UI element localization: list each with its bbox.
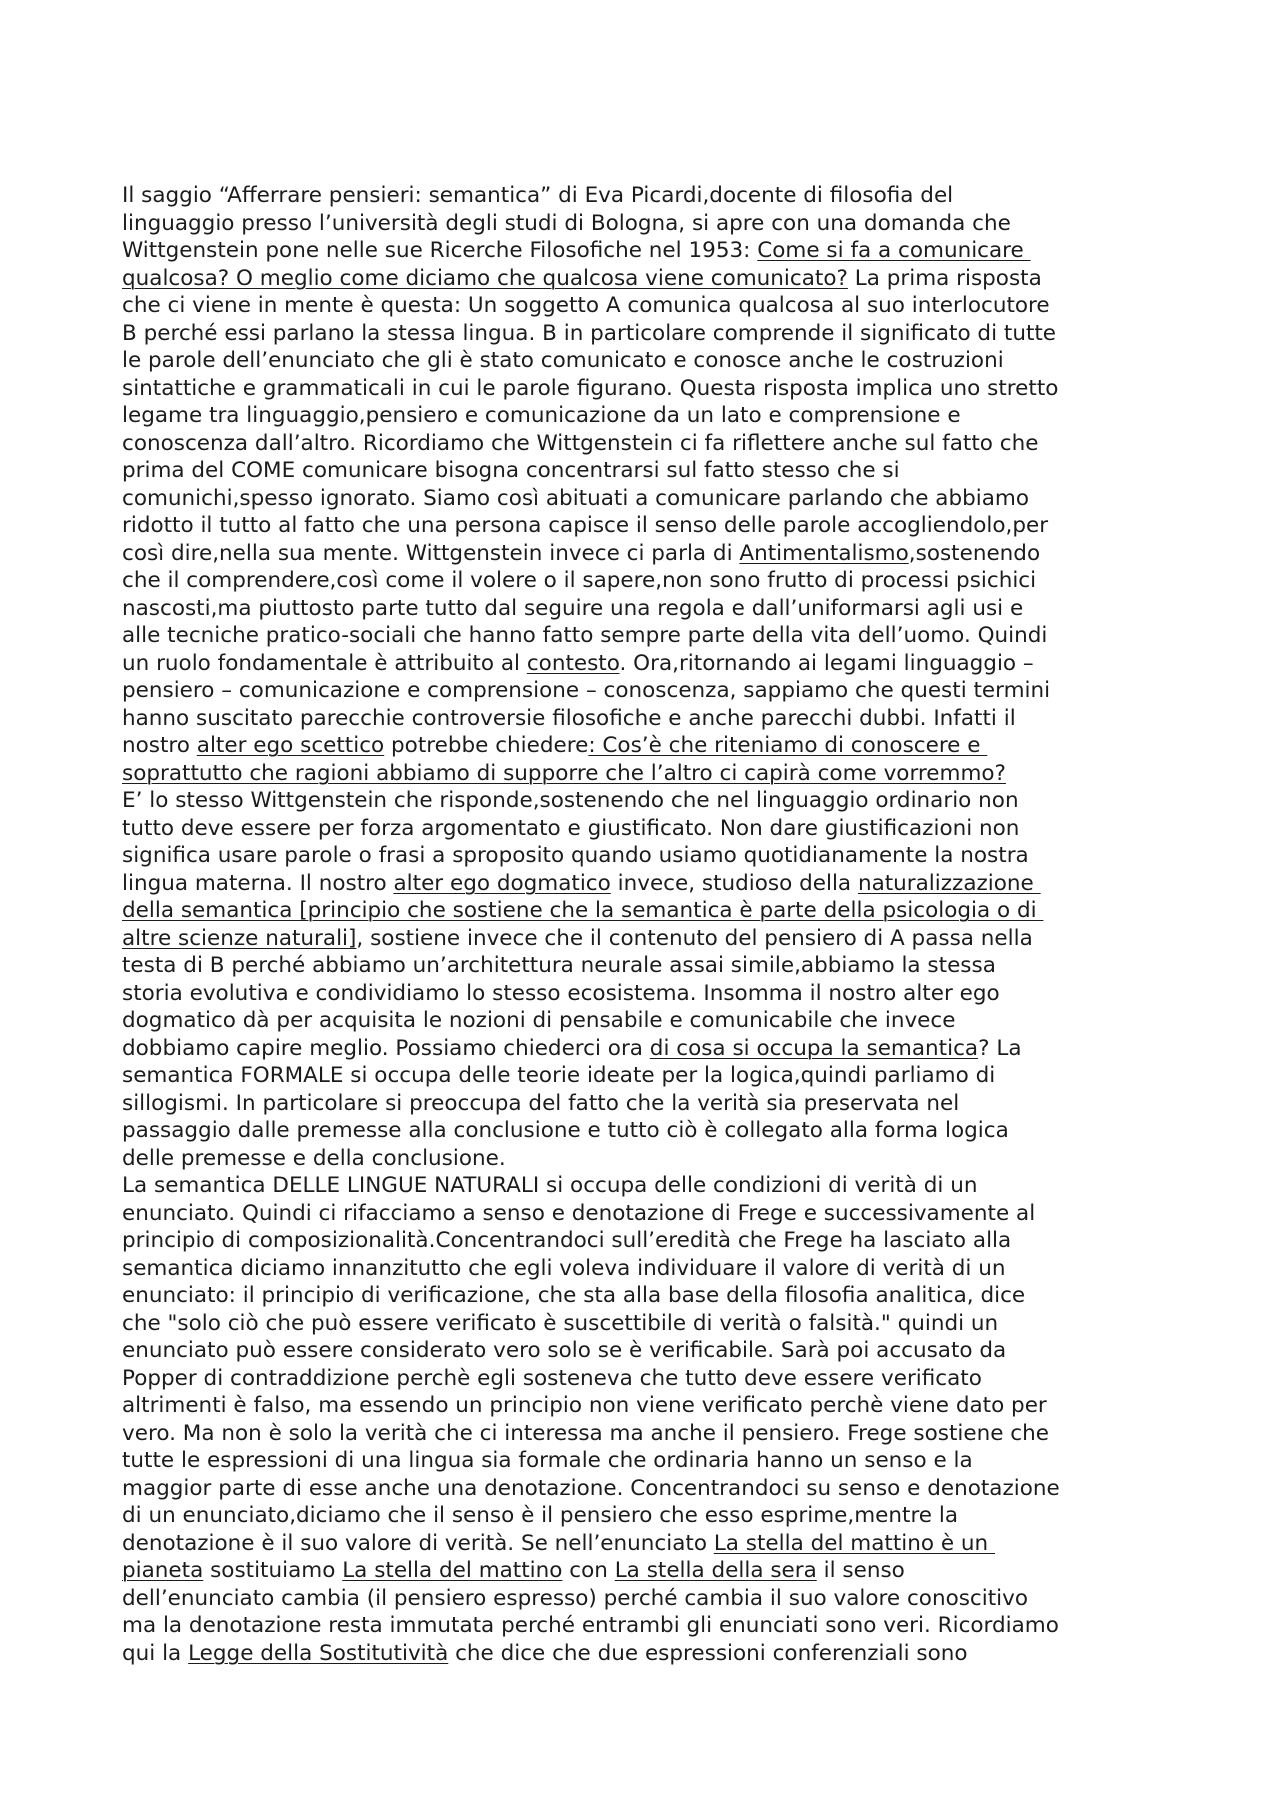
text-line: [122, 1145, 1182, 1173]
text-line: [122, 347, 1182, 375]
text-segment: sillogismi. In particolare si preoccupa del fatto che la verità sia preservata nel: [122, 1090, 960, 1116]
text-line: [122, 485, 1182, 513]
underlined-text: Legge della Sostitutività: [188, 1640, 449, 1666]
text-line: [122, 815, 1182, 843]
text-segment: vero. Ma non è solo la verità che ci interessa ma anche il pensiero. Frege sostiene che: [122, 1420, 1049, 1446]
text-segment: dogmatico dà per acquisita le nozioni di pensabile e comunicabile che invece: [122, 1008, 956, 1033]
text-segment: altrimenti è falso, ma essendo un principio non viene verificato perchè viene dato per: [122, 1393, 1047, 1418]
text-segment: enunciato. Quindi ci rifacciamo a senso e denotazione di Frege e successivamente al: [122, 1200, 1036, 1226]
underlined-text: soprattutto che ragioni abbiamo di supporre che l’altro ci capirà come vorremmo?: [122, 760, 1006, 786]
text-line: [122, 925, 1182, 953]
text-line: [122, 430, 1182, 458]
text-segment: enunciato può essere considerato vero solo se è verificabile. Sarà poi accusato da: [122, 1338, 1007, 1363]
text-line: [122, 1640, 1182, 1668]
text-line: [122, 1172, 1182, 1200]
text-line: [122, 402, 1182, 430]
text-segment: così dire,nella sua mente. Wittgenstein invece ci parla di: [122, 540, 740, 566]
text-segment: che il comprendere,così come il volere o il sapere,non sono frutto di processi psichici: [122, 568, 1037, 593]
underlined-text: di cosa si occupa la semantica: [649, 1035, 979, 1061]
underlined-text: contesto: [526, 650, 620, 676]
text-line: [122, 677, 1182, 705]
text-segment: significa usare parole o frasi a sproposito quando usiamo quotidianamente la nostra: [122, 843, 1029, 868]
text-segment: di un enunciato,diciamo che il senso è il pensiero che esso esprime,mentre la: [122, 1503, 959, 1528]
text-line: [122, 1337, 1182, 1365]
text-line: [122, 1447, 1182, 1475]
underlined-text: altre scienze naturali]: [122, 925, 357, 951]
text-segment: le parole dell’enunciato che gli è stato comunicato e conosce anche le costruzioni: [122, 348, 1004, 373]
text-segment: alle tecniche pratico-sociali che hanno fatto sempre parte della vita dell’uomo. Quindi: [122, 623, 1048, 648]
text-line: [122, 1502, 1182, 1530]
text-segment: Wittgenstein pone nelle sue Ricerche Filosofiche nel 1953:: [122, 238, 758, 263]
text-line: [122, 182, 1182, 210]
text-line: [122, 1612, 1182, 1640]
text-line: [122, 1310, 1182, 1338]
text-segment: nostro: [122, 733, 197, 758]
text-segment: semantica diciamo innanzitutto che egli voleva individuare il valore di verità di un: [122, 1255, 1006, 1281]
underlined-text: pianeta: [122, 1558, 204, 1583]
text-line: [122, 787, 1182, 815]
text-line: [122, 1420, 1182, 1448]
text-segment: maggior parte di esse anche una denotazione. Concentrandoci su senso e denotazione: [122, 1475, 1060, 1501]
text-segment: ridotto il tutto al fatto che una persona capisce il senso delle parole accogliendolo,per: [122, 513, 1049, 538]
text-segment: invece, studioso della: [610, 870, 858, 896]
text-line: [122, 1585, 1182, 1613]
text-line: [122, 980, 1182, 1008]
text-line: [122, 1365, 1182, 1393]
text-segment: che dice che due espressioni conferenziali sono: [448, 1640, 968, 1666]
text-segment: potrebbe chiedere: [384, 733, 589, 758]
text-segment: . Ora,ritornando ai legami linguaggio –: [619, 650, 1034, 676]
text-line: [122, 1200, 1182, 1228]
text-segment: E’ lo stesso Wittgenstein che risponde,sostenendo che nel linguaggio ordinario non: [122, 788, 1019, 813]
text-segment: La prima risposta: [847, 265, 1042, 291]
text-line: [122, 1392, 1182, 1420]
text-segment: lingua materna. Il nostro: [122, 870, 394, 896]
text-line: [122, 1227, 1182, 1255]
text-segment: ma la denotazione resta immutata perché entrambi gli enunciati sono veri. Ricordiamo: [122, 1613, 1059, 1638]
text-segment: storia evolutiva e condividiamo lo stesso ecosistema. Insomma il nostro alter ego: [122, 980, 1000, 1006]
text-line: [122, 1062, 1182, 1090]
text-segment: La semantica DELLE LINGUE NATURALI si occupa delle condizioni di verità di un: [122, 1173, 978, 1198]
text-segment: comunichi,spesso ignorato. Siamo così abituati a comunicare parlando che abbiamo: [122, 485, 1030, 511]
text-segment: qui la: [122, 1640, 189, 1666]
underlined-text: Come si fa a comunicare: [757, 238, 1031, 263]
text-line: [122, 842, 1182, 870]
text-segment: dobbiamo capire meglio. Possiamo chiederci ora: [122, 1035, 650, 1061]
text-line: [122, 265, 1182, 293]
text-segment: ? La: [978, 1035, 1022, 1061]
text-segment: che "solo ciò che può essere verificato è suscettibile di verità o falsità." quindi un: [122, 1310, 999, 1336]
text-line: [122, 1255, 1182, 1283]
underlined-text: qualcosa? O meglio come diciamo che qualcosa viene comunicato?: [122, 265, 848, 291]
text-segment: denotazione è il suo valore di verità. Se nell’enunciato: [122, 1530, 714, 1556]
text-line: [122, 732, 1182, 760]
text-line: [122, 760, 1182, 788]
text-line: [122, 952, 1182, 980]
text-line: [122, 622, 1182, 650]
text-segment: principio di composizionalità.Concentrandoci sull’eredità che Frege ha lasciato alla: [122, 1228, 1012, 1253]
underlined-text: della semantica [principio che sostiene che la semantica è parte della psicologia o di: [122, 898, 1044, 923]
underlined-text: Antimentalismo: [739, 540, 909, 566]
underlined-text: La stella della sera: [614, 1558, 817, 1583]
text-segment: semantica FORMALE si occupa delle teorie ideate per la logica,quindi parliamo di: [122, 1063, 996, 1088]
text-segment: hanno suscitato parecchie controversie filosofiche e anche parecchi dubbi. Infatti il: [122, 705, 1016, 731]
text-segment: Popper di contraddizione perchè egli sosteneva che tutto deve essere verificato: [122, 1365, 982, 1391]
text-line: [122, 650, 1182, 678]
text-line: [122, 1007, 1182, 1035]
text-segment: sintattiche e grammaticali in cui le parole figurano. Questa risposta implica uno stretto: [122, 375, 1059, 401]
underlined-text: La stella del mattino: [342, 1558, 563, 1583]
underlined-text: alter ego dogmatico: [393, 870, 611, 896]
text-line: [122, 870, 1182, 898]
text-segment: un ruolo fondamentale è attribuito al: [122, 650, 527, 676]
text-segment: con: [562, 1558, 615, 1583]
underlined-text: alter ego scettico: [196, 733, 385, 758]
text-line: [122, 1282, 1182, 1310]
text-segment: sostituiamo: [203, 1558, 343, 1583]
text-segment: passaggio dalle premesse alla conclusione e tutto ciò è collegato alla forma logica: [122, 1118, 1009, 1143]
text-line: [122, 512, 1182, 540]
text-segment: enunciato: il principio di verificazione, che sta alla base della filosofia analitica, dice: [122, 1283, 1026, 1308]
text-line: [122, 375, 1182, 403]
underlined-text: La stella del mattino è un: [713, 1530, 996, 1556]
text-segment: che ci viene in mente è questa: Un soggetto A comunica qualcosa al suo interlocutore: [122, 293, 1050, 318]
text-line: [122, 595, 1182, 623]
text-segment: testa di B perché abbiamo un’architettura neurale assai simile,abbiamo la stessa: [122, 953, 996, 978]
text-segment: prima del COME comunicare bisogna concentrarsi sul fatto stesso che si: [122, 458, 900, 483]
text-line: [122, 292, 1182, 320]
text-line: [122, 320, 1182, 348]
text-line: [122, 1475, 1182, 1503]
text-line: [122, 1117, 1182, 1145]
underlined-text: naturalizzazione: [857, 870, 1041, 896]
text-segment: nascosti,ma piuttosto parte tutto dal seguire una regola e dall’uniformarsi agli usi e: [122, 595, 1024, 621]
text-segment: conoscenza dall’altro. Ricordiamo che Wittgenstein ci fa riflettere anche sul fatto che: [122, 430, 1039, 456]
text-segment: tutto deve essere per forza argomentato e giustificato. Non dare giustificazioni non: [122, 815, 1020, 841]
text-line: [122, 457, 1182, 485]
text-segment: ,sostenendo: [908, 540, 1041, 566]
text-segment: Il saggio “Afferrare pensieri: semantica” di Eva Picardi,docente di filosofia del: [122, 183, 954, 208]
text-line: [122, 1035, 1182, 1063]
text-line: [122, 210, 1182, 238]
text-line: [122, 705, 1182, 733]
text-segment: legame tra linguaggio,pensiero e comunicazione da un lato e comprensione e: [122, 403, 961, 428]
text-line: [122, 1530, 1182, 1558]
text-line: [122, 567, 1182, 595]
text-segment: dell’enunciato cambia (il pensiero espresso) perché cambia il suo valore conoscitivo: [122, 1585, 1029, 1611]
text-segment: pensiero – comunicazione e comprensione – conoscenza, sappiamo che questi termini: [122, 678, 1051, 703]
text-line: [122, 540, 1182, 568]
text-line: [122, 237, 1182, 265]
text-line: [122, 1557, 1182, 1585]
text-segment: linguaggio presso l’università degli studi di Bologna, si apre con una domanda che: [122, 210, 1011, 236]
text-segment: , sostiene invece che il contenuto del pensiero di A passa nella: [356, 925, 1033, 951]
text-segment: tutte le espressioni di una lingua sia formale che ordinaria hanno un senso e la: [122, 1448, 973, 1473]
text-segment: delle premesse e della conclusione.: [122, 1145, 506, 1171]
underlined-text: : Cos’è che riteniamo di conoscere e: [588, 733, 988, 758]
text-line: [122, 1090, 1182, 1118]
document-body: [122, 182, 1182, 1667]
text-line: [122, 897, 1182, 925]
text-segment: il senso: [816, 1558, 905, 1583]
text-segment: B perché essi parlano la stessa lingua. B in particolare comprende il significato di tutte: [122, 320, 1057, 346]
